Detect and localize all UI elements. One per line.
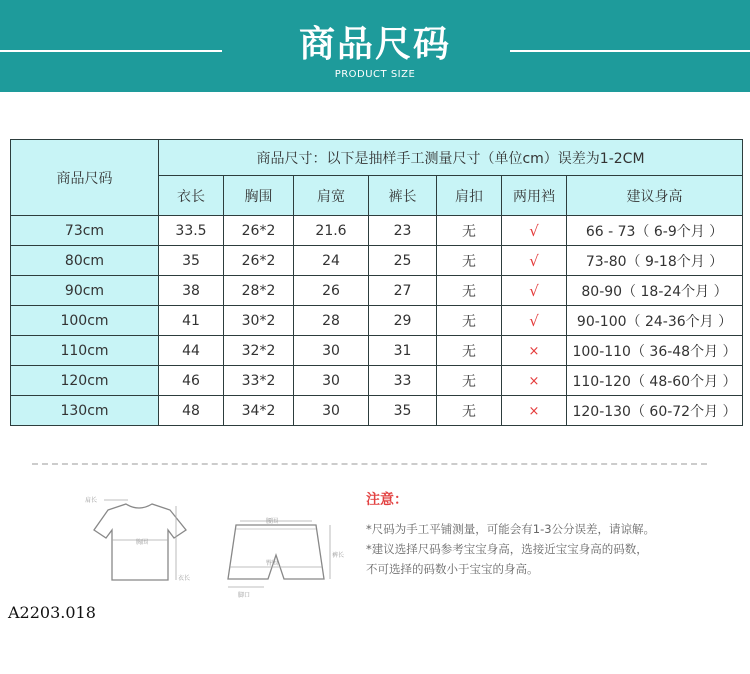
- table-cell: 32*2: [224, 336, 294, 366]
- check-mark: √: [529, 221, 539, 240]
- table-cell: 无: [437, 366, 502, 396]
- table-cell: 21.6: [294, 216, 369, 246]
- shorts-label-hip: 臀围: [266, 560, 279, 567]
- table-cell: 33.5: [159, 216, 224, 246]
- table-cell: 35: [159, 246, 224, 276]
- dashed-divider: [32, 463, 707, 465]
- table-cell: 41: [159, 306, 224, 336]
- table-cell: [502, 246, 567, 276]
- check-mark: √: [529, 281, 539, 300]
- table-cell: 无: [437, 396, 502, 426]
- size-cell: 120cm: [11, 366, 159, 396]
- size-cell: 90cm: [11, 276, 159, 306]
- table-cell: 30: [294, 396, 369, 426]
- table-cell: [502, 306, 567, 336]
- table-cell: 无: [437, 216, 502, 246]
- table-row: [11, 246, 743, 276]
- table-cell: 无: [437, 336, 502, 366]
- table-cell: 110-120（ 48-60个月 ）: [567, 366, 743, 396]
- check-mark: √: [529, 311, 539, 330]
- table-cell: 46: [159, 366, 224, 396]
- table-cell: 25: [369, 246, 437, 276]
- table-cell: 44: [159, 336, 224, 366]
- table-cell: 26*2: [224, 216, 294, 246]
- table-cell: 34*2: [224, 396, 294, 426]
- column-header: 两用裆: [502, 176, 567, 216]
- table-cell: [502, 276, 567, 306]
- table-cell: 48: [159, 396, 224, 426]
- table-cell: 30*2: [224, 306, 294, 336]
- table-cell: 80-90（ 18-24个月 ）: [567, 276, 743, 306]
- shorts-label-hem: 脚口: [238, 592, 251, 599]
- note-line-2: *建议选择尺码参考宝宝身高，选接近宝宝身高的码数，: [366, 542, 648, 556]
- size-cell: 80cm: [11, 246, 159, 276]
- table-cell: 28: [294, 306, 369, 336]
- size-table: [10, 139, 743, 426]
- table-cell: 30: [294, 336, 369, 366]
- table-cell: 24: [294, 246, 369, 276]
- column-header: 肩扣: [437, 176, 502, 216]
- cross-mark: ×: [528, 373, 540, 389]
- banner-subtitle: PRODUCT SIZE: [334, 69, 416, 80]
- table-cell: 无: [437, 246, 502, 276]
- table-cell: 26: [294, 276, 369, 306]
- table-cell: 90-100（ 24-36个月 ）: [567, 306, 743, 336]
- measurement-note: [159, 140, 743, 176]
- header-banner: [0, 0, 750, 92]
- column-header: 肩宽: [294, 176, 369, 216]
- tshirt-diagram: [78, 494, 200, 590]
- cross-mark: ×: [528, 403, 540, 419]
- size-cell: 130cm: [11, 396, 159, 426]
- note-prefix: 商品尺寸：: [256, 150, 327, 167]
- table-cell: [502, 336, 567, 366]
- table-cell: 66 - 73（ 6-9个月 ）: [567, 216, 743, 246]
- table-cell: 无: [437, 306, 502, 336]
- table-row: [11, 216, 743, 246]
- table-cell: 无: [437, 276, 502, 306]
- shorts-diagram: [220, 515, 345, 605]
- table-cell: [502, 396, 567, 426]
- size-cell: 100cm: [11, 306, 159, 336]
- note-line-3: 不可选择的码数小于宝宝的身高。: [366, 562, 539, 576]
- table-cell: 27: [369, 276, 437, 306]
- table-cell: 26*2: [224, 246, 294, 276]
- table-row: [11, 336, 743, 366]
- shorts-label-waist: 腰围: [266, 518, 279, 525]
- column-header: 裤长: [369, 176, 437, 216]
- table-cell: [502, 216, 567, 246]
- note-highlight: 以下是抽样手工测量尺寸（单位cm）误差为1-2CM: [326, 150, 645, 167]
- table-row: [11, 306, 743, 336]
- cross-mark: ×: [528, 343, 540, 359]
- shorts-label-length: 裤长: [332, 552, 345, 559]
- table-cell: 33: [369, 366, 437, 396]
- table-cell: 23: [369, 216, 437, 246]
- table-cell: 100-110（ 36-48个月 ）: [567, 336, 743, 366]
- table-cell: 31: [369, 336, 437, 366]
- notes-heading: 注意：: [366, 492, 408, 508]
- size-header-cell: 商品尺码: [11, 140, 159, 216]
- size-cell: 73cm: [11, 216, 159, 246]
- care-notes: [366, 489, 655, 579]
- size-cell: 110cm: [11, 336, 159, 366]
- table-cell: 29: [369, 306, 437, 336]
- column-header: 胸围: [224, 176, 294, 216]
- table-cell: [502, 366, 567, 396]
- column-header: 衣长: [159, 176, 224, 216]
- table-row: [11, 396, 743, 426]
- table-cell: 28*2: [224, 276, 294, 306]
- shirt-label-chest: 胸围: [136, 539, 149, 546]
- table-cell: 38: [159, 276, 224, 306]
- note-line-1: *尺码为手工平铺测量，可能会有1-3公分误差，请谅解。: [366, 522, 656, 536]
- column-header: 建议身高: [567, 176, 743, 216]
- check-mark: √: [529, 251, 539, 270]
- shirt-label-shoulder: 肩长: [85, 497, 98, 504]
- table-cell: 33*2: [224, 366, 294, 396]
- table-row: [11, 366, 743, 396]
- table-cell: 35: [369, 396, 437, 426]
- table-cell: 73-80（ 9-18个月 ）: [567, 246, 743, 276]
- table-cell: 30: [294, 366, 369, 396]
- banner-title: 商品尺码: [298, 24, 451, 65]
- product-code: A2203.018: [8, 603, 96, 622]
- table-cell: 120-130（ 60-72个月 ）: [567, 396, 743, 426]
- table-row: [11, 276, 743, 306]
- shirt-label-length: 衣长: [178, 575, 191, 582]
